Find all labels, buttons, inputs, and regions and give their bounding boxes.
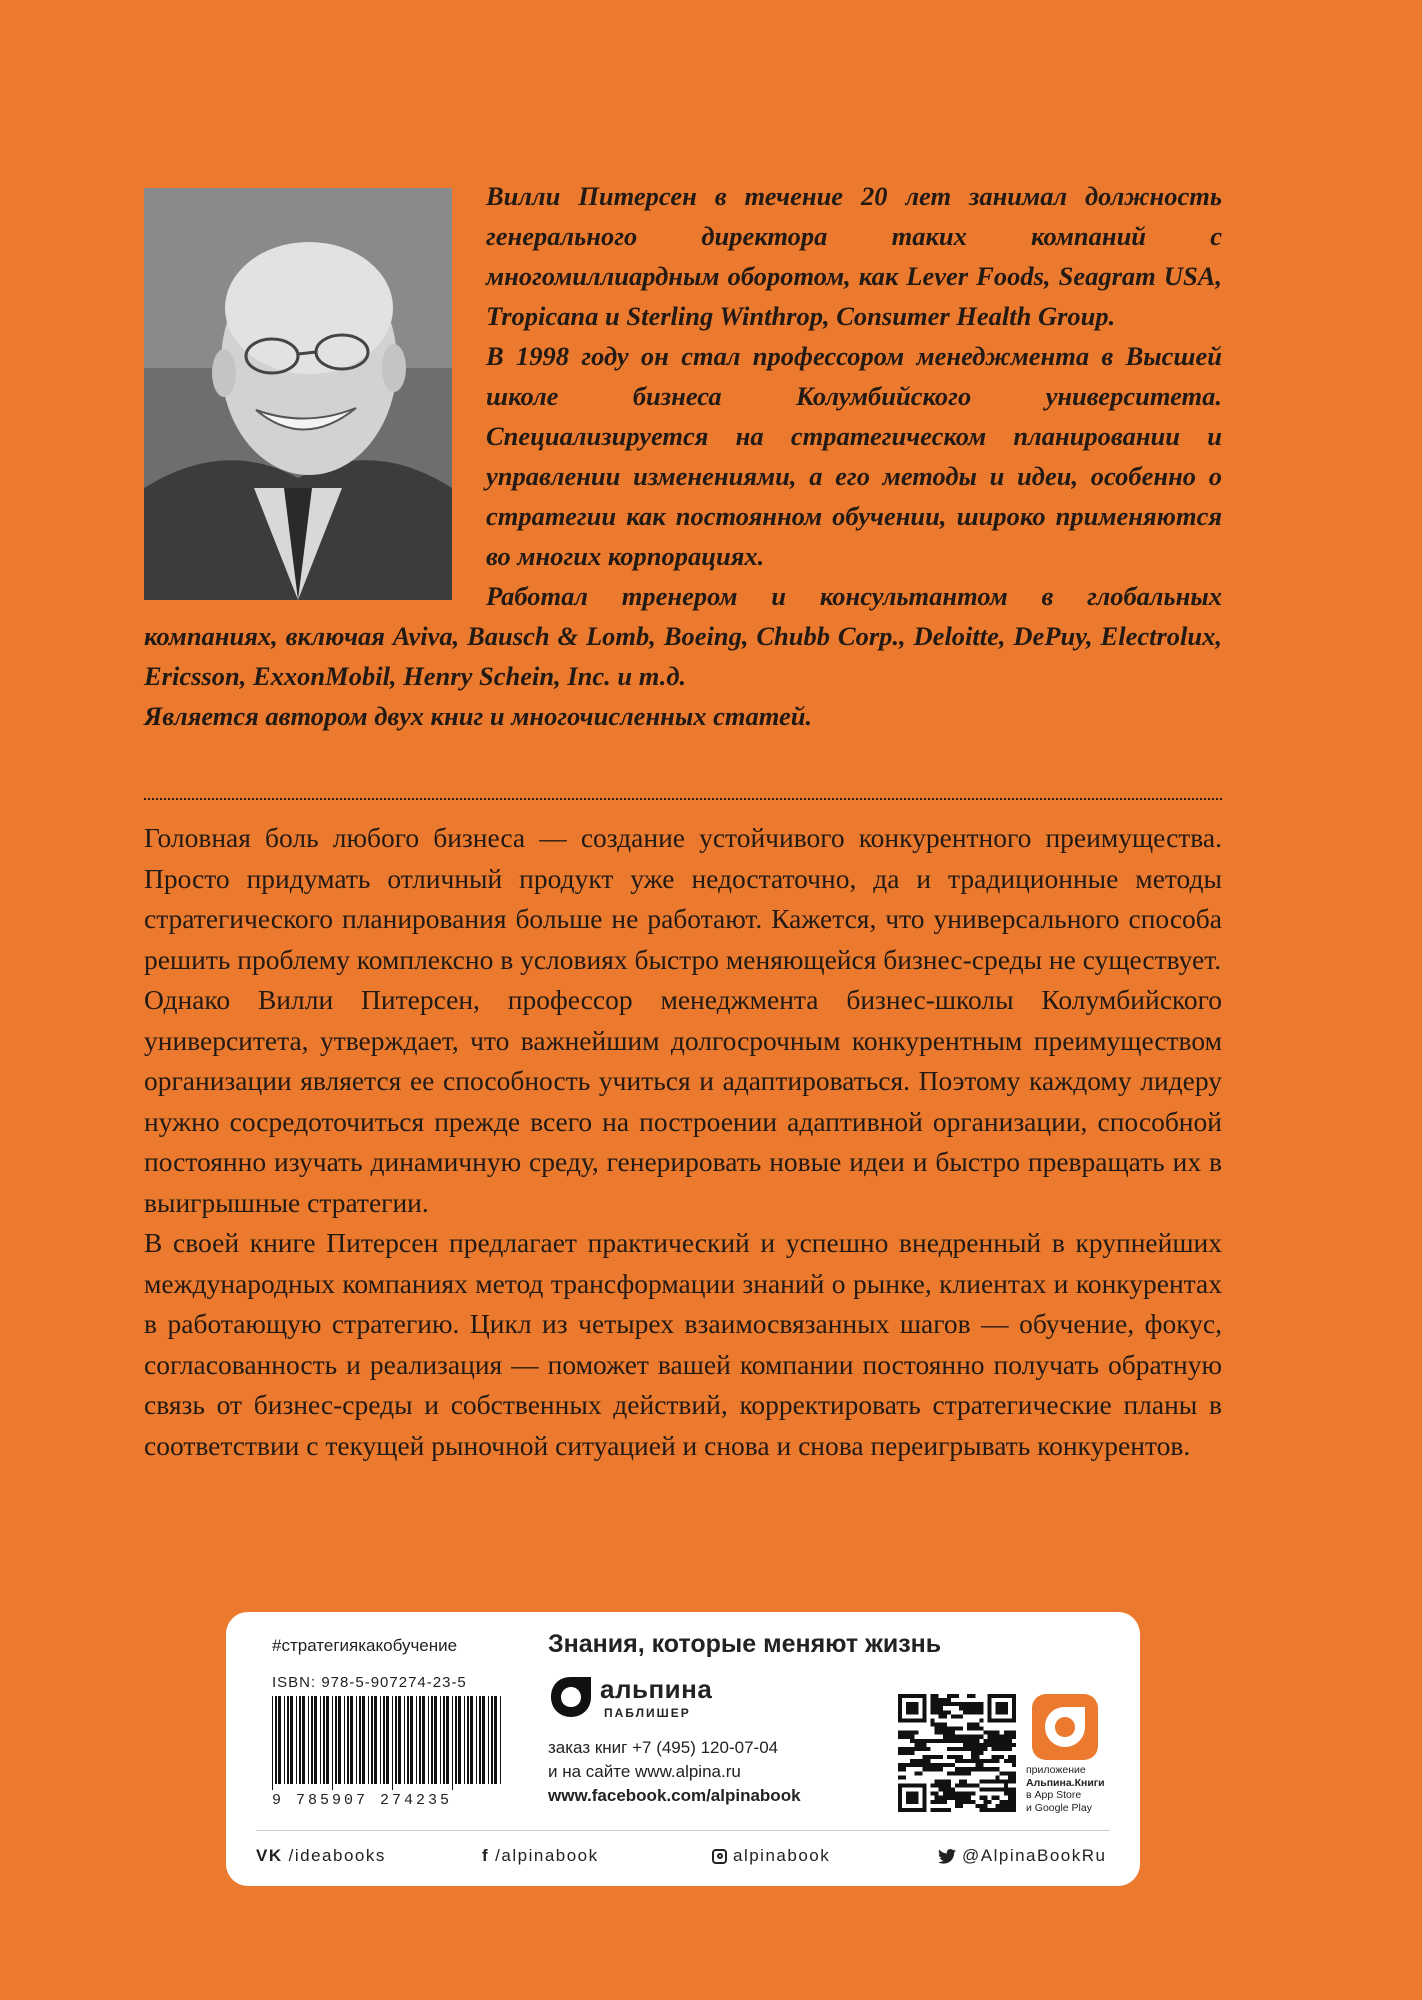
instagram-icon bbox=[712, 1849, 727, 1864]
description-paragraph-3: В своей книге Питерсен предлагает практический и успешно внедренный в крупнейших международных компаниях метод трансформации знаний о рынке, клиентах и конкурентах в работающую стратегию. Цикл из четырех взаимосвязанных шагов — обучение, фокус, согласованность и реализация — поможет вашей компании постоянно получать обратную связь от бизнес-среды и собственных действий, корректировать стратегические планы в соответствии с текущей рыночной ситуацией и снова и снова переигрывать конкурентов. bbox=[144, 1227, 1222, 1461]
social-vk-handle: /ideabooks bbox=[288, 1846, 386, 1865]
alpina-logo-icon bbox=[548, 1674, 594, 1720]
social-instagram[interactable] bbox=[712, 1846, 830, 1866]
card-separator bbox=[256, 1830, 1110, 1831]
social-instagram-handle: alpinabook bbox=[733, 1846, 831, 1865]
facebook-link[interactable]: www.facebook.com/alpinabook bbox=[548, 1786, 801, 1805]
author-bio bbox=[144, 176, 1222, 736]
hashtag: #стратегиякакобучение bbox=[272, 1636, 458, 1655]
description-paragraph-1: Головная боль любого бизнеса — создание устойчивого конкурентного преимущества. Просто придумать отличный продукт уже недостаточно, да и традиционные методы стратегического планирования больше не работают. Кажется, что универсального способа решить проблему комплексно в условиях быстро меняющейся бизнес-среды не существует. bbox=[144, 822, 1222, 975]
social-twitter-handle: @AlpinaBookRu bbox=[962, 1846, 1107, 1865]
order-phone: заказ книг +7 (495) 120-07-04 bbox=[548, 1738, 779, 1757]
alpina-app-logo-icon bbox=[1032, 1694, 1098, 1760]
publisher-name: альпина bbox=[600, 1674, 713, 1704]
barcode bbox=[270, 1696, 506, 1790]
bio-paragraph-2: В 1998 году он стал профессором менеджмента в Высшей школе бизнеса Колумбийского университета. Специализируется на стратегическом планировании и управлении изменениями, а его методы и идеи, особенно о стратегии как постоянном обучении, широко применяются во многих корпорациях. bbox=[486, 341, 1222, 571]
isbn: ISBN: 978-5-907274-23-5 bbox=[272, 1674, 467, 1691]
order-site[interactable]: и на сайте www.alpina.ru bbox=[548, 1762, 741, 1781]
publisher-slogan: Знания, которые меняют жизнь bbox=[548, 1630, 942, 1658]
social-twitter[interactable] bbox=[938, 1846, 1107, 1866]
barcode-digits: 9 785907 274235 bbox=[272, 1792, 453, 1809]
publisher-subtitle: ПАБЛИШЕР bbox=[604, 1706, 691, 1720]
book-description bbox=[144, 818, 1222, 1466]
bio-paragraph-4: Является автором двух книг и многочисленных статей. bbox=[144, 701, 813, 731]
app-info bbox=[1026, 1764, 1126, 1814]
app-line-4: и Google Play bbox=[1026, 1801, 1092, 1814]
bio-paragraph-3: Работал тренером и консультантом в глобальных компаниях, включая Aviva, Bausch & Lomb, Boeing, Chubb Corp., Deloitte, DePuy, Electrolux, Ericsson, ExxonMobil, Henry Schein, Inc. и т.д. bbox=[144, 581, 1222, 691]
app-line-2: Альпина.Книги bbox=[1026, 1776, 1105, 1789]
publisher-info-card bbox=[226, 1612, 1140, 1886]
description-paragraph-2: Однако Вилли Питерсен, профессор менеджмента бизнес-школы Колумбийского университета, утверждает, что важнейшим долгосрочным конкурентным преимуществом организации является ее способность учиться и адаптироваться. Поэтому каждому лидеру нужно сосредоточиться прежде всего на построении адаптивной организации, способной постоянно изучать динамичную среду, генерировать новые идеи и быстро превращать их в выигрышные стратегии. bbox=[144, 984, 1222, 1218]
twitter-icon bbox=[938, 1849, 956, 1864]
social-facebook[interactable] bbox=[482, 1846, 599, 1866]
app-line-1: приложение bbox=[1026, 1764, 1086, 1776]
bio-paragraph-1: Вилли Питерсен в течение 20 лет занимал должность генерального директора таких компаний с многомиллиардным оборотом, как Lever Foods, Seagram USA, Tropicana и Sterling Winthrop, Consumer Health Group. bbox=[486, 181, 1222, 331]
facebook-icon: f bbox=[482, 1846, 490, 1865]
alpina-app-icon bbox=[1032, 1694, 1098, 1760]
dotted-divider bbox=[144, 798, 1222, 800]
vk-icon: VK bbox=[256, 1846, 283, 1865]
social-facebook-handle: /alpinabook bbox=[495, 1846, 599, 1865]
qr-code bbox=[898, 1694, 1016, 1812]
app-line-3: в App Store bbox=[1026, 1789, 1082, 1801]
social-vk[interactable] bbox=[256, 1846, 386, 1866]
